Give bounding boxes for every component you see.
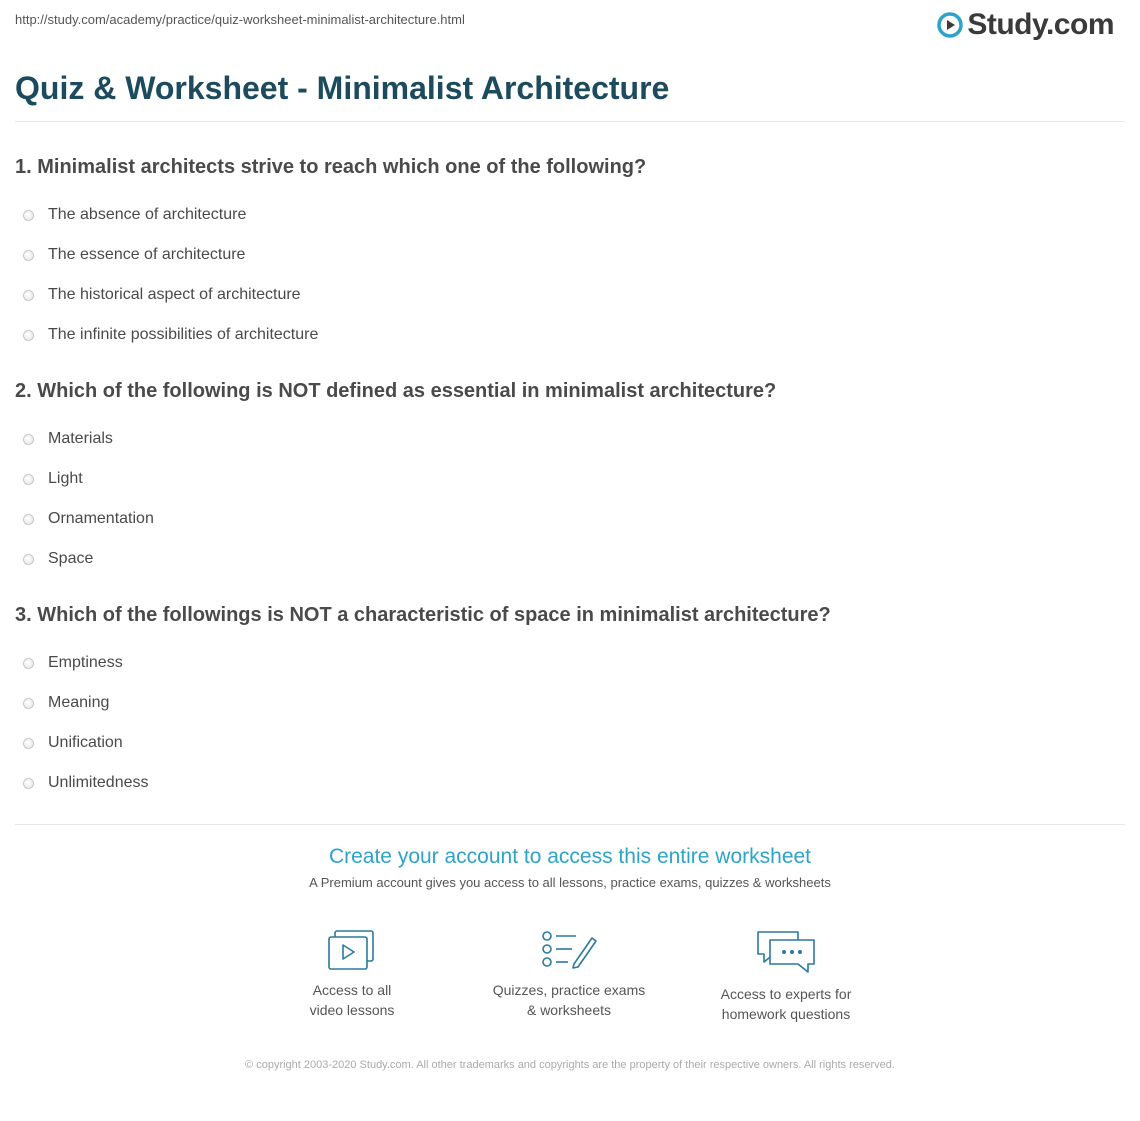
radio-button[interactable] [23, 290, 34, 301]
question-2 [15, 378, 1125, 579]
radio-button[interactable] [23, 514, 34, 525]
radio-button[interactable] [23, 330, 34, 341]
play-circle-icon [937, 12, 963, 38]
answer-label: Meaning [48, 694, 110, 711]
answer-option[interactable] [15, 763, 1125, 803]
feature-line: homework questions [721, 1006, 851, 1022]
question-1 [15, 154, 1125, 355]
answer-label: The essence of architecture [48, 246, 246, 263]
feature-line: Access to experts for [720, 986, 852, 1002]
answer-option[interactable] [15, 723, 1125, 763]
feature-quizzes [469, 928, 669, 1020]
copyright-footer: © copyright 2003-2020 Study.com. All other trademarks and copyrights are the property of their respective owners. All rights reserved. [245, 1059, 895, 1071]
answer-option[interactable] [15, 643, 1125, 683]
answer-label: The historical aspect of architecture [48, 286, 301, 303]
answer-label: The infinite possibilities of architecture [48, 326, 319, 343]
answer-label: Unification [48, 734, 123, 751]
brand-name: Study.com [967, 8, 1114, 41]
feature-line: Quizzes, practice exams [492, 982, 646, 998]
answer-option[interactable] [15, 683, 1125, 723]
answer-option[interactable] [15, 539, 1125, 579]
answer-label: Space [48, 550, 94, 567]
feature-line: & worksheets [526, 1002, 612, 1018]
cta-divider [15, 824, 1125, 825]
page-url: http://study.com/academy/practice/quiz-worksheet-minimalist-architecture.html [15, 12, 465, 27]
study-logo[interactable] [937, 8, 1114, 42]
signup-cta [0, 845, 1140, 890]
radio-button[interactable] [23, 738, 34, 749]
radio-button[interactable] [23, 554, 34, 565]
answer-label: The absence of architecture [48, 206, 247, 223]
answer-label: Light [48, 470, 83, 487]
question-text: 1. Minimalist architects strive to reach which one of the following? [15, 156, 647, 178]
quiz-checklist-icon [540, 928, 598, 972]
radio-button[interactable] [23, 778, 34, 789]
radio-button[interactable] [23, 658, 34, 669]
feature-line: video lessons [309, 1002, 395, 1018]
answer-option[interactable] [15, 499, 1125, 539]
answer-label: Ornamentation [48, 510, 154, 527]
title-divider [15, 121, 1125, 122]
answer-option[interactable] [15, 275, 1125, 315]
page-title: Quiz & Worksheet - Minimalist Architecture [15, 70, 670, 106]
question-text: 2. Which of the following is NOT defined as essential in minimalist architecture? [15, 380, 777, 402]
video-lessons-icon [326, 928, 378, 972]
cta-link[interactable]: Create your account to access this entire worksheet [328, 845, 812, 868]
chat-bubbles-icon [754, 928, 818, 976]
feature-video-lessons [252, 928, 452, 1020]
answer-label: Unlimitedness [48, 774, 149, 791]
cta-subtitle: A Premium account gives you access to all lessons, practice exams, quizzes & worksheets [309, 875, 831, 890]
answer-option[interactable] [15, 315, 1125, 355]
answer-option[interactable] [15, 419, 1125, 459]
feature-line: Access to all [312, 982, 392, 998]
radio-button[interactable] [23, 474, 34, 485]
answer-label: Materials [48, 430, 113, 447]
top-bar [0, 0, 1140, 50]
radio-button[interactable] [23, 434, 34, 445]
question-3 [15, 602, 1125, 803]
answer-option[interactable] [15, 195, 1125, 235]
question-text: 3. Which of the followings is NOT a characteristic of space in minimalist architecture? [15, 604, 831, 626]
answer-option[interactable] [15, 235, 1125, 275]
feature-experts [686, 928, 886, 1024]
radio-button[interactable] [23, 210, 34, 221]
answer-label: Emptiness [48, 654, 123, 671]
answer-option[interactable] [15, 459, 1125, 499]
radio-button[interactable] [23, 250, 34, 261]
radio-button[interactable] [23, 698, 34, 709]
